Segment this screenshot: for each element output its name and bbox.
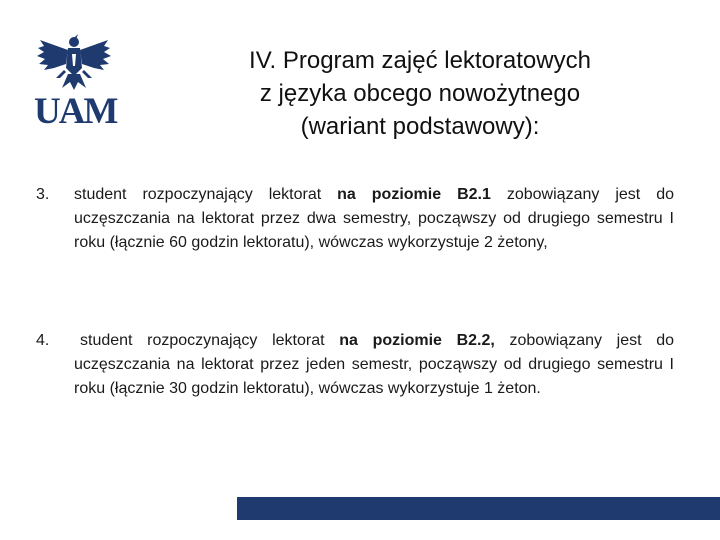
- title-line-1: IV. Program zajęć lektoratowych: [249, 47, 591, 74]
- uam-logo: [34, 34, 117, 134]
- list-item-number: 3.: [36, 186, 50, 203]
- list-item-text-after: zobowiązany jest do uczęszczania na lektorat przez jeden semestr, począwszy od drugiego semestru I roku (łącznie 30 godzin lektoratu), wówczas wykorzystuje 1 żeton.: [74, 332, 675, 397]
- eagle-emblem-icon: [34, 34, 114, 94]
- list-item-text: [74, 183, 674, 255]
- list-item-number: 4.: [36, 332, 50, 349]
- footer-bar: [237, 497, 720, 520]
- list-item-text-before: student rozpoczynający lektorat: [80, 332, 340, 349]
- list-item-text: [74, 329, 674, 401]
- title-line-3: (wariant podstawowy):: [300, 113, 540, 140]
- slide-title: [150, 44, 690, 143]
- list-item-4: [36, 329, 674, 401]
- list-item-text-before: student rozpoczynający lektorat: [74, 186, 338, 203]
- list-item-level: na poziomie B2.1: [337, 186, 491, 203]
- logo-wordmark: UAM: [34, 91, 117, 132]
- list-item-text-after: zobowiązany jest do uczęszczania na lektorat przez dwa semestry, począwszy od drugiego semestru I roku (łącznie 60 godzin lektoratu), wówczas wykorzystuje 2 żetony,: [74, 186, 674, 251]
- title-line-2: z języka obcego nowożytnego: [259, 80, 581, 107]
- list-item-level: na poziomie B2.2,: [339, 332, 495, 349]
- list-item-3: [36, 183, 674, 255]
